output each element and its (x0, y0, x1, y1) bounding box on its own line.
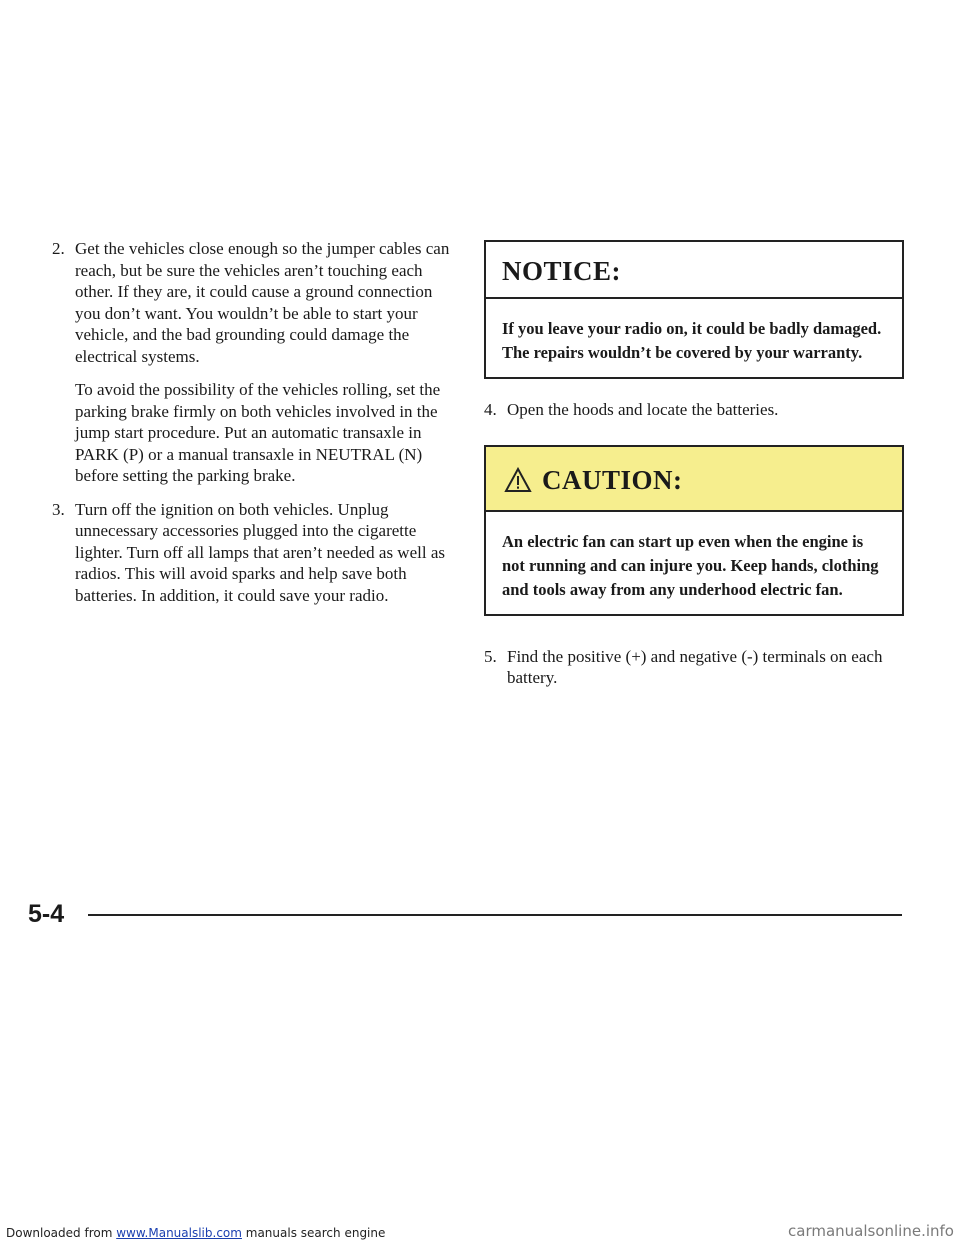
list-item-2 (52, 238, 452, 487)
list-number: 4. (484, 400, 497, 419)
footer-suffix: manuals search engine (241, 1226, 386, 1240)
notice-title: NOTICE: (502, 256, 622, 286)
list-item-text: Open the hoods and locate the batteries. (507, 400, 779, 419)
list-number: 2. (52, 239, 65, 258)
list-item-4 (484, 399, 904, 421)
left-column (52, 238, 452, 606)
manualslib-link[interactable]: www.Manualslib.com (116, 1226, 242, 1240)
page-number: 5-4 (28, 900, 65, 928)
notice-box (484, 240, 904, 379)
caution-title: CAUTION: (542, 464, 683, 495)
list-number: 3. (52, 499, 65, 519)
notice-body: If you leave your radio on, it could be badly damaged. The repairs wouldn’t be covered by your warranty. (502, 319, 882, 362)
list-number: 5. (484, 646, 497, 666)
list-item-text: Find the positive (+) and negative (-) terminals on each battery. (507, 646, 883, 687)
watermark: carmanualsonline.info (788, 1222, 954, 1240)
list-item-text: Get the vehicles close enough so the jumper cables can reach, but be sure the vehicles aren’t touching each other. If they are, it could cause a ground connection you don’t want. You wouldn’t be able to start your vehicle, and the bad grounding could damage the electrical systems. (75, 239, 450, 366)
caution-header (486, 447, 902, 512)
list-item-3 (52, 499, 452, 607)
caution-body: An electric fan can start up even when the engine is not running and can injure you. Keep hands, clothing and tools away from any underhood electric fan. (502, 531, 879, 599)
warning-triangle-icon (504, 467, 532, 493)
footer-rule (88, 914, 902, 916)
list-item-5 (484, 646, 904, 689)
right-column (484, 240, 904, 689)
list-item-text: Turn off the ignition on both vehicles. Unplug unnecessary accessories plugged into the cigarette lighter. Turn off all lamps that aren’t needed as well as radios. This will avoid sparks and help save both batteries. In addition, it could save your radio. (75, 499, 445, 605)
caution-box (484, 445, 904, 616)
footer-prefix: Downloaded from (6, 1226, 117, 1240)
parking-brake-paragraph: To avoid the possibility of the vehicles rolling, set the parking brake firmly on both vehicles involved in the jump start procedure. Put an automatic transaxle in PARK (P) or a manual transaxle in NEUTRAL (N) before setting the parking brake. (75, 380, 441, 485)
